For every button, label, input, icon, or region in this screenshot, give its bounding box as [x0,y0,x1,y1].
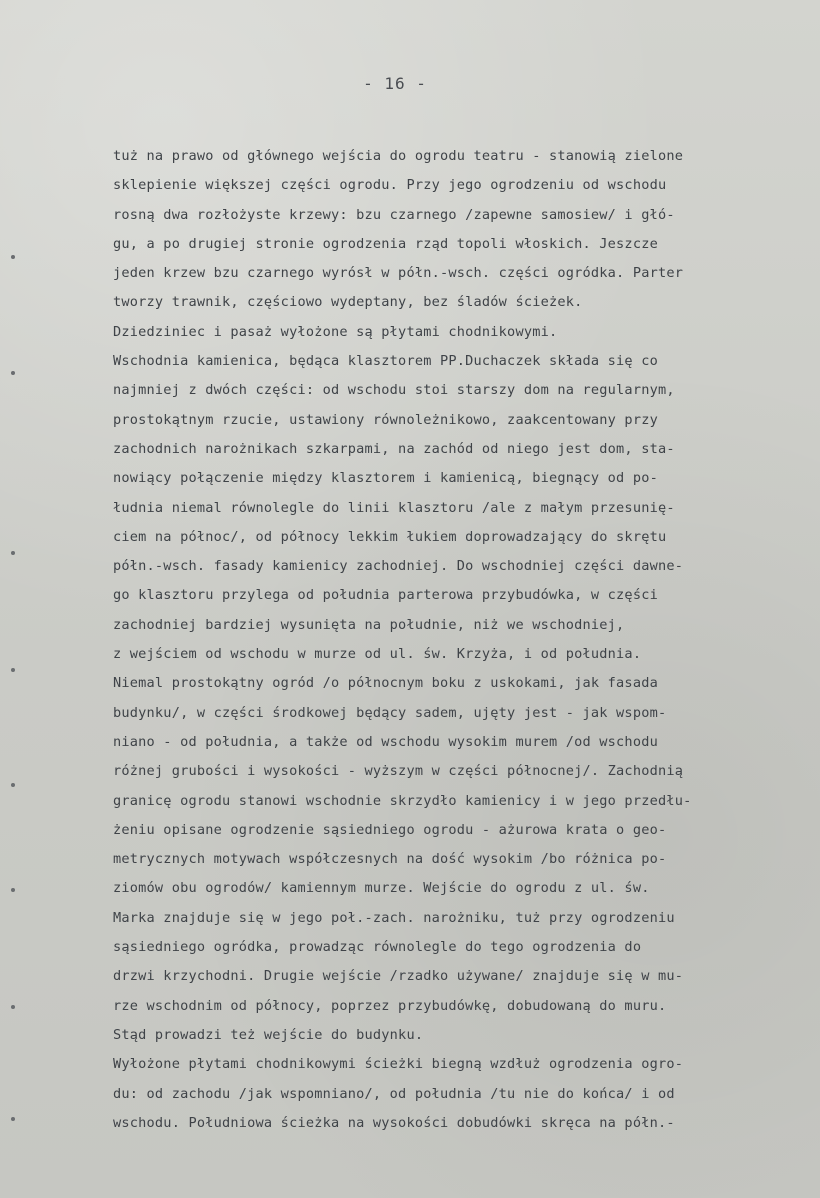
margin-punch-dot [11,888,15,892]
text-line: prostokątnym rzucie, ustawiony równoleżnikowo, zaakcentowany przy [113,411,658,428]
text-line: gu, a po drugiej stronie ogrodzenia rząd topoli włoskich. Jeszcze [113,235,658,252]
text-line: rze wschodnim od północy, poprzez przybudówkę, dobudowaną do muru. [113,997,667,1014]
text-line: Dziedziniec i pasaż wyłożone są płytami chodnikowymi. [113,323,558,340]
text-line: tworzy trawnik, częściowo wydeptany, bez śladów ścieżek. [113,294,583,311]
text-line: ciem na północ/, od północy lekkim łukiem doprowadzający do skrętu [113,528,667,545]
text-line: rosną dwa rozłożyste krzewy: bzu czarnego /zapewne samosiew/ i głó- [113,206,675,223]
margin-punch-dot [11,1005,15,1009]
text-line: metrycznych motywach współczesnych na dość wysokim /bo różnica po- [113,851,667,868]
text-line: zachodnich narożnikach szkarpami, na zachód od niego jest dom, sta- [113,440,675,457]
text-line: go klasztoru przylega od południa parterowa przybudówka, w części [113,587,658,604]
margin-punch-dot [11,1117,15,1121]
text-line: wschodu. Południowa ścieżka na wysokości dobudówki skręca na półn.- [113,1114,675,1131]
text-line: du: od zachodu /jak wspomniano/, od południa /tu nie do końca/ i od [113,1085,675,1102]
text-line: różnej grubości i wysokości - wyższym w części północnej/. Zachodnią [113,763,684,780]
text-line: jeden krzew bzu czarnego wyrósł w półn.-wsch. części ogródka. Parter [113,265,684,282]
text-line: Marka znajduje się w jego poł.-zach. narożniku, tuż przy ogrodzeniu [113,909,675,926]
margin-punch-dot [11,783,15,787]
text-line: półn.-wsch. fasady kamienicy zachodniej. Do wschodniej części dawne- [113,558,684,575]
text-line: sklepienie większej części ogrodu. Przy jego ogrodzeniu od wschodu [113,177,667,194]
text-line: żeniu opisane ogrodzenie sąsiedniego ogrodu - ażurowa krata o geo- [113,821,667,838]
text-line: niano - od południa, a także od wschodu wysokim murem /od wschodu [113,733,658,750]
margin-punch-dot [11,255,15,259]
text-line: łudnia niemal równolegle do linii klasztoru /ale z małym przesunię- [113,499,675,516]
text-line: granicę ogrodu stanowi wschodnie skrzydło kamienicy i w jego przedłu- [113,792,692,809]
margin-punch-dot [11,668,15,672]
page-number: - 16 - [363,74,427,93]
text-line: najmniej z dwóch części: od wschodu stoi starszy dom na regularnym, [113,382,675,399]
text-line: Wyłożone płytami chodnikowymi ścieżki biegną wzdłuż ogrodzenia ogro- [113,1056,684,1073]
text-line: zachodniej bardziej wysunięta na południe, niż we wschodniej, [113,616,625,633]
text-line: Stąd prowadzi też wejście do budynku. [113,1026,424,1043]
text-line: nowiący połączenie między klasztorem i kamienicą, biegnący od po- [113,470,658,487]
text-line: ziomów obu ogrodów/ kamiennym murze. Wejście do ogrodu z ul. św. [113,880,650,897]
text-line: Niemal prostokątny ogród /o północnym boku z uskokami, jak fasada [113,675,658,692]
text-line: z wejściem od wschodu w murze od ul. św. Krzyża, i od południa. [113,646,642,663]
margin-punch-dot [11,551,15,555]
text-line: budynku/, w części środkowej będący sadem, ujęty jest - jak wspom- [113,704,667,721]
margin-punch-dot [11,371,15,375]
typewritten-text-block [113,142,818,1138]
text-line: drzwi krzychodni. Drugie wejście /rzadko używane/ znajduje się w mu- [113,968,684,985]
text-line: tuż na prawo od głównego wejścia do ogrodu teatru - stanowią zielone [113,148,684,164]
text-line: sąsiedniego ogródka, prowadząc równolegle do tego ogrodzenia do [113,939,642,956]
text-line: Wschodnia kamienica, będąca klasztorem PP.Duchaczek składa się co [113,353,658,370]
